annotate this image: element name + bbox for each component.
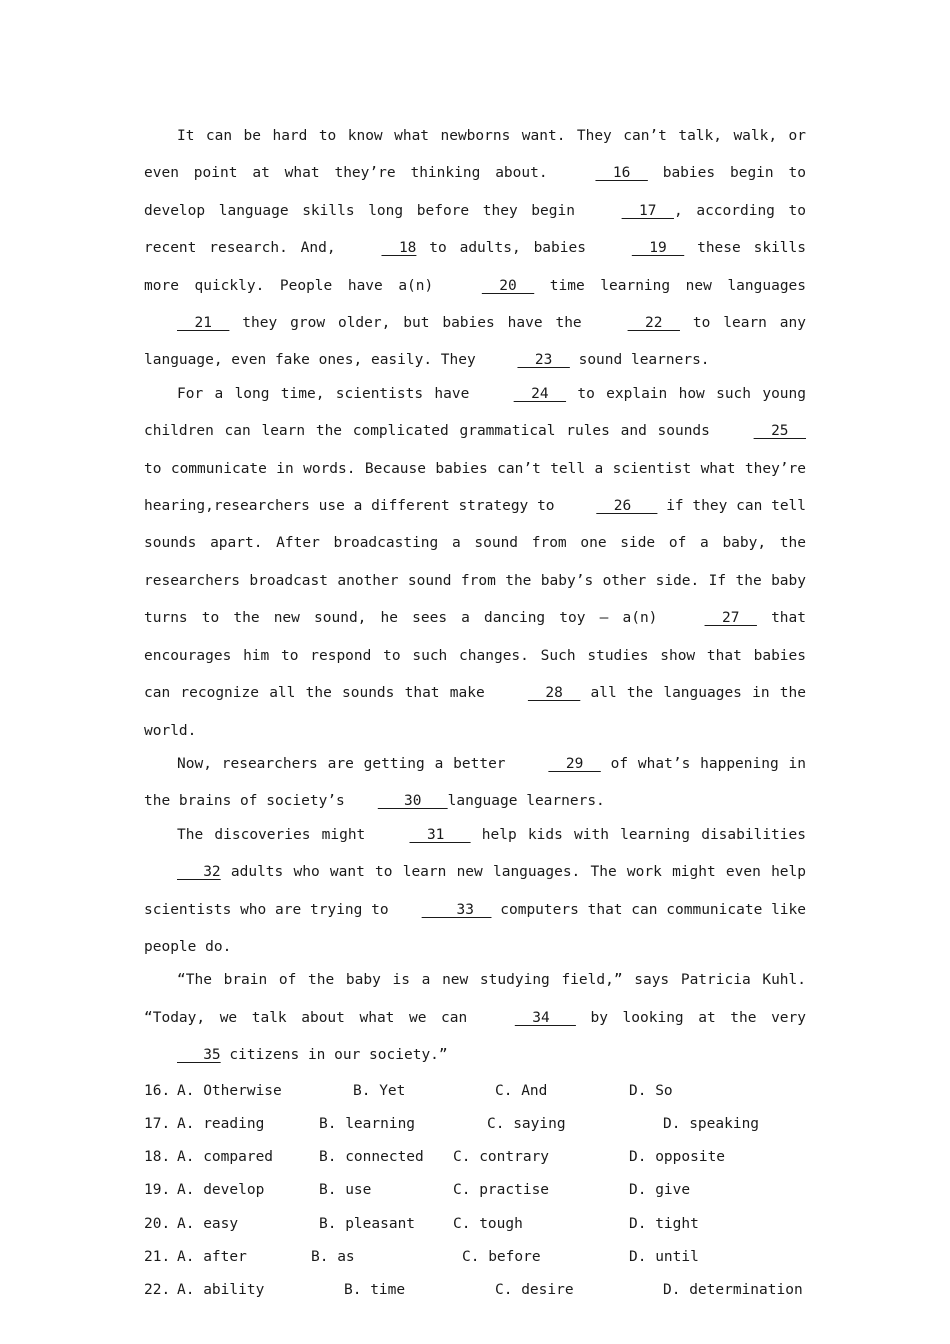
option-b: B. use: [319, 1182, 372, 1199]
question-number: 20.: [144, 1215, 171, 1232]
question-number: 22.: [144, 1282, 171, 1299]
option-d: D. determination: [663, 1282, 803, 1299]
question-number: 18.: [144, 1149, 171, 1166]
text: “The brain of the baby is a new studying field,” says Patricia Kuhl. “Today, we talk about what we can: [144, 972, 806, 1026]
blank-27: 27: [704, 610, 757, 627]
option-d: D. tight: [629, 1215, 699, 1232]
blank-20: 20: [481, 277, 535, 294]
text: , according to recent research. And,: [144, 202, 806, 257]
text: they grow older, but babies have the: [229, 315, 595, 332]
option-c: C. desire: [495, 1282, 574, 1299]
option-a: A. reading: [177, 1115, 265, 1132]
paragraph-1: [144, 118, 806, 380]
blank-19: 19: [631, 240, 685, 257]
blank-17: 17: [621, 202, 674, 219]
text: For a long time, scientists have: [177, 385, 481, 402]
question-row-22: [144, 1274, 806, 1307]
option-a: A. develop: [177, 1182, 265, 1199]
option-c: C. saying: [487, 1115, 566, 1132]
option-a: A. easy: [177, 1215, 239, 1232]
question-number: 16.: [144, 1082, 171, 1099]
question-row-18: [144, 1141, 806, 1174]
text: these skills more quickly. People have a(n): [144, 240, 806, 294]
option-b: B. learning: [319, 1115, 416, 1132]
option-a: A. compared: [177, 1149, 274, 1166]
option-c: C. tough: [453, 1215, 523, 1232]
question-row-17: [144, 1108, 806, 1141]
text: to explain how such young children can learn the complicated grammatical rules and sounds: [144, 385, 806, 440]
text: to adults, babies: [416, 240, 599, 257]
blank-28: 28: [527, 685, 581, 702]
option-a: A. Otherwise: [177, 1082, 282, 1099]
text: if they can tell sounds apart. After broadcasting a sound from one side of a baby, the researchers broadcast another sound from the baby’s other side. If the baby turns to the new sound, he sees a dancing toy — a(n): [144, 498, 807, 627]
text: adults who want to learn new languages. The work might even help scientists who are trying to: [144, 864, 806, 918]
blank-34: 34: [514, 1009, 576, 1026]
text: to learn any language, even fake ones, easily. They: [144, 315, 806, 369]
question-number: 19.: [144, 1182, 171, 1199]
question-row-19: [144, 1174, 806, 1207]
option-a: A. ability: [177, 1282, 265, 1299]
text: time learning new languages: [534, 277, 807, 294]
question-options: [144, 1075, 806, 1308]
paragraph-4: [144, 817, 806, 967]
question-number: 17.: [144, 1115, 171, 1132]
text: citizens in our society.”: [220, 1047, 448, 1064]
question-row-20: [144, 1208, 806, 1241]
blank-29: 29: [548, 755, 601, 772]
blank-30: 30: [377, 793, 448, 810]
question-row-16: [144, 1075, 806, 1108]
option-b: B. time: [344, 1282, 406, 1299]
option-d: D. So: [629, 1082, 673, 1099]
option-d: D. speaking: [663, 1115, 760, 1132]
option-b: B. as: [311, 1249, 355, 1266]
option-d: D. give: [629, 1182, 691, 1199]
blank-26: 26: [596, 498, 658, 515]
text: by looking at the very: [575, 1009, 806, 1026]
blank-32: 32: [177, 864, 221, 881]
text: It can be hard to know what newborns want. They can’t talk, walk, or even point at what they’re thinking about.: [144, 128, 806, 182]
paragraph-3: [144, 746, 806, 821]
blank-16: 16: [595, 165, 648, 182]
blank-31: 31: [409, 826, 471, 843]
option-d: D. until: [629, 1249, 699, 1266]
option-c: C. practise: [453, 1182, 550, 1199]
blank-25: 25: [753, 423, 806, 440]
question-row-21: [144, 1241, 806, 1274]
question-number: 21.: [144, 1249, 171, 1266]
text: sound learners.: [569, 352, 710, 369]
text: help kids with learning disabilities: [470, 826, 806, 843]
text: Now, researchers are getting a better: [177, 755, 516, 772]
text: to communicate in words. Because babies can’t tell a scientist what they’re hearing,researchers use a different strategy to: [144, 460, 806, 515]
text: computers that can communicate like people do.: [144, 901, 806, 955]
option-d: D. opposite: [629, 1149, 726, 1166]
option-c: C. before: [462, 1249, 541, 1266]
blank-21: 21: [177, 315, 230, 332]
option-c: C. And: [495, 1082, 548, 1099]
document-page: [144, 118, 806, 1308]
paragraph-2: [144, 376, 806, 750]
blank-35: 35: [177, 1047, 221, 1064]
text: all the languages in the world.: [144, 685, 806, 739]
option-b: B. Yet: [353, 1082, 406, 1099]
option-a: A. after: [177, 1249, 247, 1266]
text: The discoveries might: [177, 826, 377, 843]
blank-23: 23: [517, 352, 570, 369]
option-b: B. connected: [319, 1149, 424, 1166]
blank-33: 33: [421, 901, 492, 918]
text: language learners.: [447, 793, 605, 810]
text: babies begin to develop language skills long before they begin: [144, 165, 806, 219]
option-b: B. pleasant: [319, 1215, 416, 1232]
paragraph-5: [144, 962, 806, 1074]
blank-18: 18: [381, 240, 417, 257]
text: that encourages him to respond to such changes. Such studies show that babies can recognize all the sounds that make: [144, 610, 806, 702]
text: of what’s happening in the brains of society’s: [144, 755, 806, 810]
blank-22: 22: [627, 315, 680, 332]
option-c: C. contrary: [453, 1149, 550, 1166]
blank-24: 24: [513, 385, 567, 402]
